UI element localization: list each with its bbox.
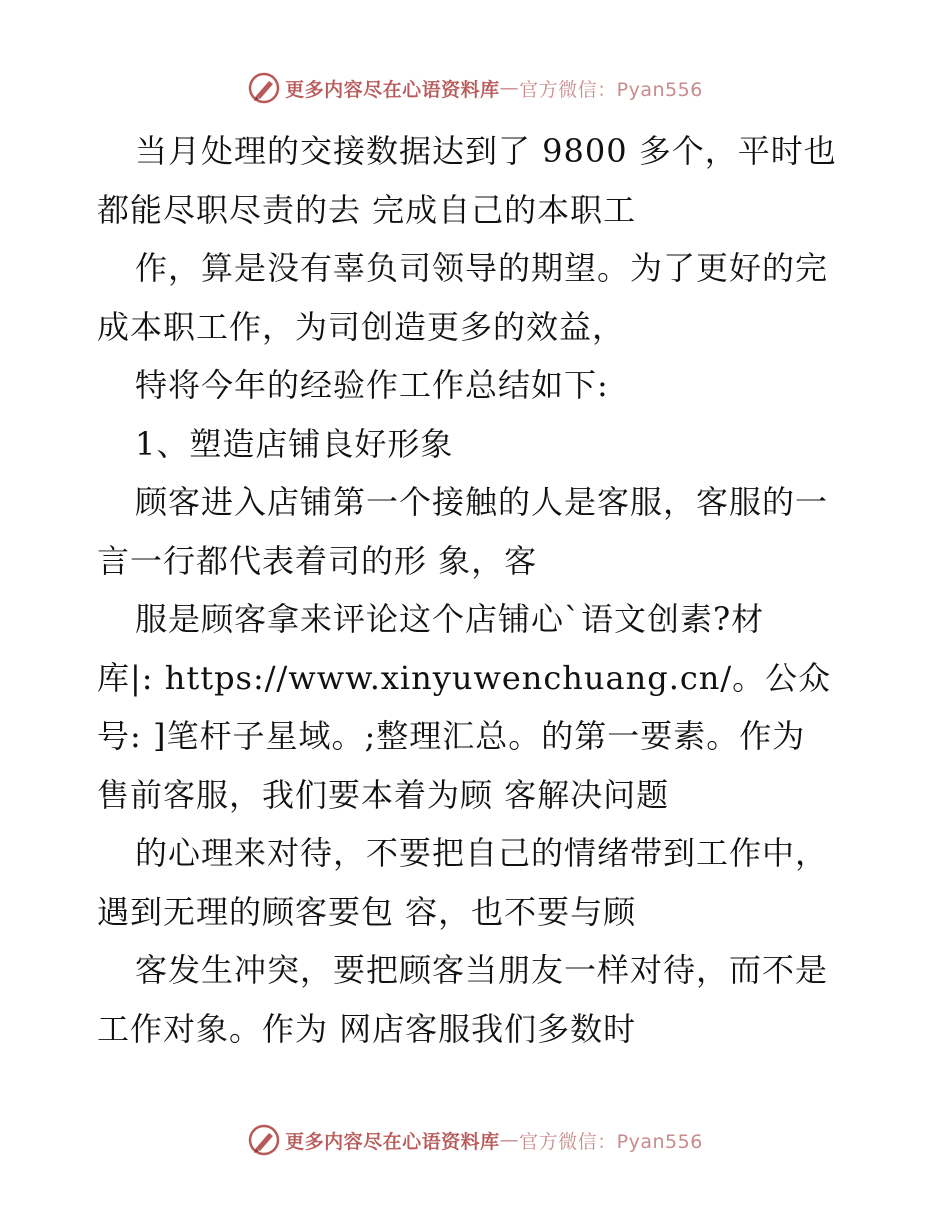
footer-banner-separator: —	[499, 1129, 520, 1151]
text-line: 特将今年的经验作工作总结如下:	[135, 366, 609, 404]
pen-logo-icon	[247, 1123, 281, 1157]
text-line: 的心理来对待，不要把自己的情绪带到工作中，	[135, 834, 829, 872]
header-banner-contact: 官方微信：Pyan556	[519, 78, 703, 101]
text-line: 库|: https://www.xinyuwenchuang.cn/。公众	[97, 658, 832, 697]
footer-banner	[0, 1120, 950, 1160]
text-line: 顾客进入店铺第一个接触的人是客服，客服的一	[135, 483, 829, 521]
section-heading: 1、塑造店铺良好形象	[135, 424, 454, 463]
pen-logo-icon	[247, 71, 281, 105]
text-line: 售前客服，我们要本着为顾 客解决问题	[97, 775, 670, 814]
text-line: 成本职工作，为司创造更多的效益，	[97, 307, 626, 346]
header-banner-main: 更多内容尽在心语资料库	[285, 78, 500, 101]
text-line: 服是顾客拿来评论这个店铺心`语文创素?材	[135, 600, 765, 638]
text-line: 言一行都代表着司的形 象，客	[97, 541, 538, 580]
footer-banner-main: 更多内容尽在心语资料库	[285, 1130, 500, 1153]
text-line: 都能尽职尽责的去 完成自己的本职工	[97, 190, 637, 229]
text-line: 遇到无理的顾客要包 容，也不要与顾	[97, 892, 637, 931]
header-banner-separator: —	[499, 77, 520, 99]
text-line: 号: ]笔杆子星域。;整理汇总。的第一要素。作为	[97, 717, 806, 755]
text-line: 当月处理的交接数据达到了 9800 多个，平时也	[135, 132, 837, 170]
footer-banner-contact: 官方微信：Pyan556	[519, 1130, 703, 1153]
text-line: 客发生冲突，要把顾客当朋友一样对待，而不是	[135, 951, 829, 989]
document-body	[97, 122, 857, 1058]
text-line: 工作对象。作为 网店客服我们多数时	[97, 1009, 637, 1048]
text-line: 作，算是没有辜负司领导的期望。为了更好的完	[135, 249, 829, 287]
header-banner	[0, 68, 950, 108]
